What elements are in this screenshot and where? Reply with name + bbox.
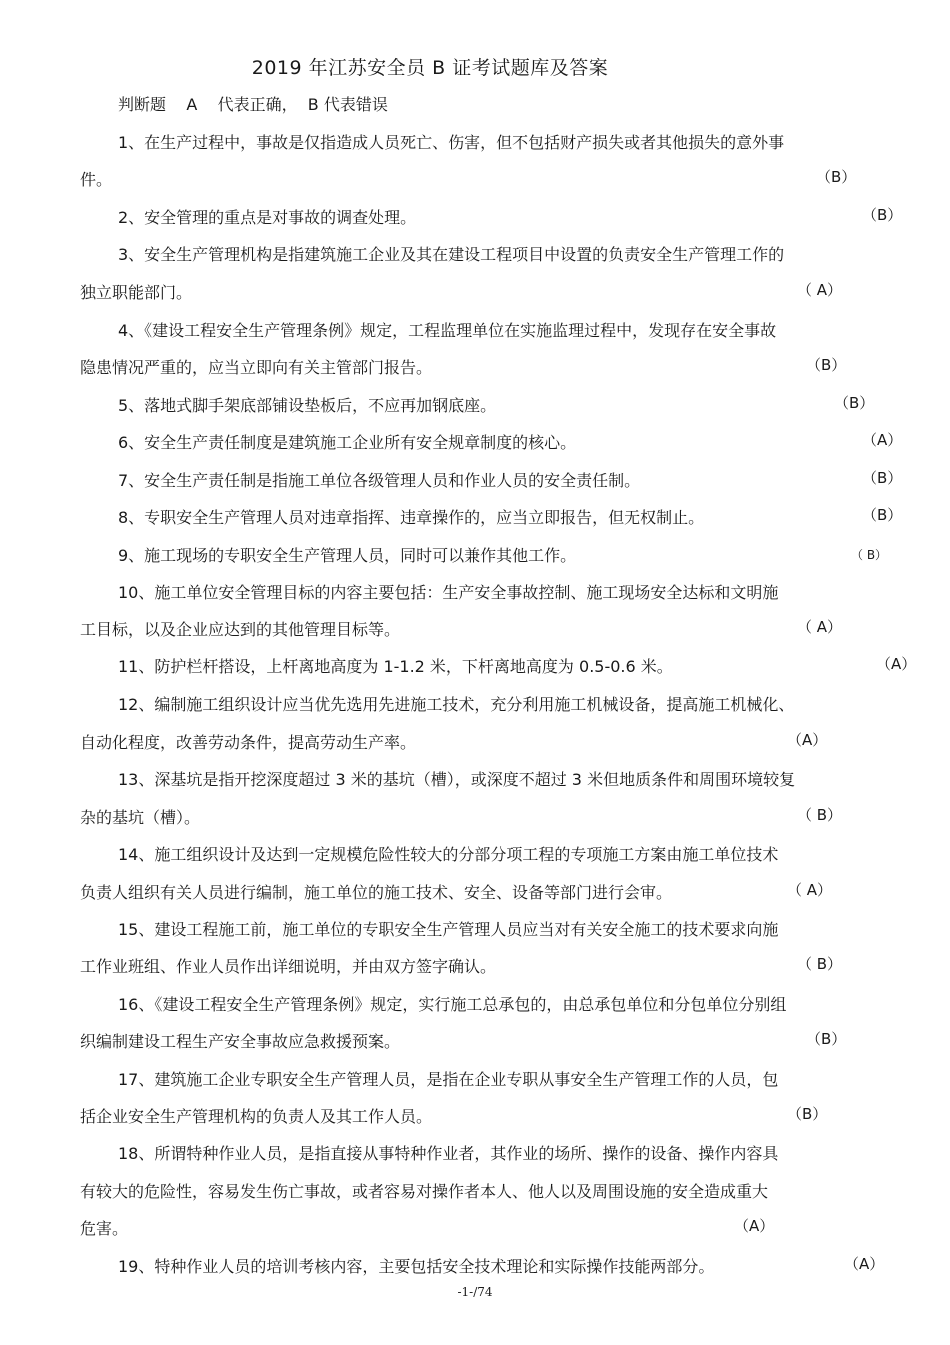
question-text: 14、施工组织设计及达到一定规模危险性较大的分部分项工程的专项施工方案由施工单位技术 bbox=[118, 845, 779, 864]
answer-mark: （A） bbox=[876, 655, 917, 673]
question-text: 16、《建设工程安全生产管理条例》规定，实行施工总承包的，由总承包单位和分包单位分别组 bbox=[118, 995, 787, 1014]
question-text-continued: 括企业安全生产管理机构的负责人及其工作人员。 bbox=[80, 1107, 433, 1126]
question-text-continued: 杂的基坑（槽）。 bbox=[80, 808, 201, 827]
question-text-continued: 工作业班组、作业人员作出详细说明，并由双方签字确认。 bbox=[80, 957, 497, 976]
answer-mark: （B） bbox=[816, 168, 857, 186]
answer-mark: （B） bbox=[834, 394, 875, 412]
question-text: 4、《建设工程安全生产管理条例》规定，工程监理单位在实施监理过程中，发现存在安全事故 bbox=[118, 321, 777, 340]
answer-mark: （B） bbox=[806, 1030, 847, 1048]
question-text: 2、安全管理的重点是对事故的调查处理。 bbox=[118, 208, 417, 227]
answer-mark: （ B） bbox=[797, 955, 843, 973]
answer-mark: （A） bbox=[844, 1255, 885, 1273]
answer-mark: （ B） bbox=[797, 806, 843, 824]
question-text-continued: 自动化程度，改善劳动条件，提高劳动生产率。 bbox=[80, 733, 417, 752]
answer-mark: （B） bbox=[862, 506, 903, 524]
question-text: 13、深基坑是指开挖深度超过 3 米的基坑（槽），或深度不超过 3 米但地质条件和周围环境较复 bbox=[118, 770, 796, 789]
question-text-continued: 件。 bbox=[80, 170, 113, 189]
question-text: 3、安全生产管理机构是指建筑施工企业及其在建设工程项目中设置的负责安全生产管理工作的 bbox=[118, 245, 785, 264]
question-text-continued: 隐患情况严重的，应当立即向有关主管部门报告。 bbox=[80, 358, 433, 377]
question-text-continued: 危害。 bbox=[80, 1219, 129, 1238]
document-title: 2019 年江苏安全员 B 证考试题库及答案 bbox=[251, 57, 609, 79]
question-text: 12、编制施工组织设计应当优先选用先进施工技术，充分利用施工机械设备，提高施工机械化、 bbox=[118, 695, 795, 714]
answer-mark: （A） bbox=[734, 1217, 775, 1235]
question-text: 19、特种作业人员的培训考核内容，主要包括安全技术理论和实际操作技能两部分。 bbox=[118, 1257, 715, 1276]
answer-mark: （ A） bbox=[797, 618, 843, 636]
section-intro: 判断题 A 代表正确， B 代表错误 bbox=[118, 95, 388, 114]
question-text: 15、建设工程施工前，施工单位的专职安全生产管理人员应当对有关安全施工的技术要求向施 bbox=[118, 920, 779, 939]
question-text: 7、安全生产责任制是指施工单位各级管理人员和作业人员的安全责任制。 bbox=[118, 471, 641, 490]
question-text: 6、安全生产责任制度是建筑施工企业所有安全规章制度的核心。 bbox=[118, 433, 577, 452]
answer-mark: （B） bbox=[787, 1105, 828, 1123]
question-text: 9、施工现场的专职安全生产管理人员，同时可以兼作其他工作。 bbox=[118, 546, 577, 565]
question-text: 8、专职安全生产管理人员对违章指挥、违章操作的，应当立即报告，但无权制止。 bbox=[118, 508, 705, 527]
answer-mark: （A） bbox=[787, 731, 828, 749]
answer-mark: （ A） bbox=[797, 281, 843, 299]
question-text: 5、落地式脚手架底部铺设垫板后，不应再加钢底座。 bbox=[118, 396, 497, 415]
answer-mark: （A） bbox=[862, 431, 903, 449]
question-text: 11、防护栏杆搭设，上杆离地高度为 1-1.2 米，下杆离地高度为 0.5-0.6 米。 bbox=[118, 657, 673, 676]
question-text-continued: 工目标，以及企业应达到的其他管理目标等。 bbox=[80, 620, 401, 639]
answer-mark: （B） bbox=[806, 356, 847, 374]
question-text-continued: 织编制建设工程生产安全事故应急救援预案。 bbox=[80, 1032, 401, 1051]
question-text-continued: 独立职能部门。 bbox=[80, 283, 193, 302]
question-text: 18、所谓特种作业人员，是指直接从事特种作业者，其作业的场所、操作的设备、操作内容具 bbox=[118, 1144, 779, 1163]
question-text: 10、施工单位安全管理目标的内容主要包括：生产安全事故控制、施工现场安全达标和文明施 bbox=[118, 583, 779, 602]
answer-mark: （B） bbox=[862, 206, 903, 224]
question-text: 17、建筑施工企业专职安全生产管理人员，是指在企业专职从事安全生产管理工作的人员，包 bbox=[118, 1070, 779, 1089]
page-number: -1-/74 bbox=[457, 1285, 493, 1299]
question-text: 1、在生产过程中，事故是仅指造成人员死亡、伤害，但不包括财产损失或者其他损失的意外事 bbox=[118, 133, 785, 152]
question-text-continued: 负责人组织有关人员进行编制，施工单位的施工技术、安全、设备等部门进行会审。 bbox=[80, 883, 673, 902]
question-text-continued: 有较大的危险性，容易发生伤亡事故，或者容易对操作者本人、他人以及周围设施的安全造成重大 bbox=[80, 1182, 769, 1201]
answer-mark: （B） bbox=[862, 469, 903, 487]
answer-mark: （ B） bbox=[851, 548, 888, 562]
answer-mark: （ A） bbox=[787, 881, 833, 899]
